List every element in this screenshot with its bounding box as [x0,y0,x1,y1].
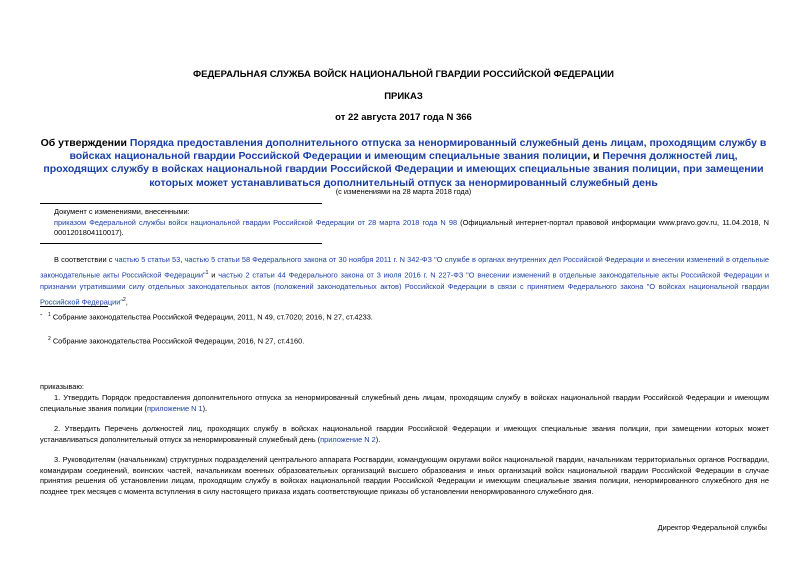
footnote-1-text: Собрание законодательства Российской Федерации, 2011, N 49, ст.7020; 2016, N 27, ст.4233. [50,312,373,322]
footnote-2-text: Собрание законодательства Российской Федерации, 2016, N 27, ст.4160. [50,336,305,346]
footnote-2-marker: 2 [48,336,51,342]
changes-label: Документ с изменениями, внесенными: [54,207,190,216]
preamble-link-art53[interactable]: частью 5 статьи 53 [114,255,181,264]
changes-link-order-98[interactable]: приказом Федеральной службы войск национальной гвардии Российской Федерации от 28 марта 2018 года N 98 [54,217,458,227]
title-prefix: Об утверждении [40,137,130,149]
title-link-procedure[interactable]: Порядка предоставления дополнительного отпуска за ненормированный служебный день лицам, проходящим службу в войсках национальной гвардии Российской Федерации и имеющим специальные звания полиции [69,137,767,163]
title-mid: , и [587,150,603,163]
signature-title: Директор Федеральной службы [657,523,767,532]
footnote-2 [48,336,304,345]
preamble-text [40,254,769,309]
divider-top [40,203,322,204]
footnote-ref-2[interactable]: 2 [123,296,126,303]
item-3-text: 3. Руководителям (начальникам) структурных подразделений центрального аппарата Росгвардии, командующим округами войск национальной гвардии, начальникам территориальных органов Росгвардии, командирам соединений, воинских частей, начальникам военных образовательных организаций высшего образования и иных организаций войск национальной гвардии Российской Федерации в случае принятия решения об установлении лицам, проходящим службу в войсках национальной гвардии Российской Федерации и имеющим специальные звания полиции, ненормированного служебного дня не позднее трех месяцев с момента вступления в силу настоящего приказа издать соответствующие приказы об установлении ненормированного служебного дня. [40,455,769,496]
item-2 [40,424,769,445]
preamble-text-4: , [125,297,128,307]
item-3 [40,455,769,497]
document-date-number: от 22 августа 2017 года N 366 [335,112,472,123]
agency-heading: ФЕДЕРАЛЬНАЯ СЛУЖБА ВОЙСК НАЦИОНАЛЬНОЙ ГВАРДИИ РОССИЙСКОЙ ФЕДЕРАЦИИ [193,69,614,80]
footnote-ref-1[interactable]: 1 [205,269,209,276]
item-1 [40,393,769,414]
preamble-text-1: В соответствии с [54,255,115,264]
item-1-end: ). [202,403,208,413]
changes-rest: (Официальный интернет-портал правовой информации www.pravo.gov.ru, 11.04.2018, N 0001201804110017). [54,217,769,237]
changes-text [40,218,769,239]
preamble-link-art58[interactable]: частью 5 статьи 58 Федерального закона от 30 ноября 2011 г. N 342-ФЗ "О службе в органах внутренних дел Российской Федерации и внесении изменений в отдельные законодательные акты Российской Федерации" [40,255,769,279]
item-2-text: 2. Утвердить Перечень должностей лиц, проходящих службу в войсках национальной гвардии Российской Федерации и имеющих специальные звания полиции, при замещении которых может устанавливаться дополнительный отпуск за ненормированный служебный день ( [40,424,769,444]
title-link-positions-list[interactable]: Перечня должностей лиц, проходящих службу в войсках национальной гвардии Российской Федерации и имеющих специальные звания полиции, при замещении которых может устанавливаться дополнительный отпуск за ненормированный служебный день [43,150,764,189]
preamble-text-3: и [208,269,219,279]
footnote-1-marker: 1 [48,312,51,318]
document-type: ПРИКАЗ [384,91,423,102]
footnote-1 [48,312,373,321]
appendix-2-link[interactable]: приложение N 2 [320,434,376,444]
preamble-dash: - [40,309,43,319]
order-word: приказываю: [40,382,84,391]
document-title [40,137,767,190]
appendix-1-link[interactable]: приложение N 1 [147,403,203,413]
amended-note: (с изменениями на 28 марта 2018 года) [335,187,472,196]
item-1-text: 1. Утвердить Порядок предоставления дополнительного отпуска за ненормированный служебный день лицам, проходящим службу в войсках национальной гвардии Российской Федерации и имеющим специальные звания полиции ( [40,393,769,413]
item-2-end: ). [375,434,381,444]
preamble-link-art44[interactable]: частью 2 статьи 44 Федерального закона от 3 июля 2016 г. N 227-ФЗ "О внесении изменений в отдельные законодательные акты Российской Федерации и признании утратившими силу отдельных законодательных актов (положений законодательных актов) Российской Федерации в связи с принятием Федерального закона "О войсках национальной гвардии Российской Федерации" [40,269,769,307]
changes-block [40,207,769,239]
divider-bottom [40,243,322,244]
footnote-divider [40,306,108,307]
preamble-text-2: , [180,255,185,264]
